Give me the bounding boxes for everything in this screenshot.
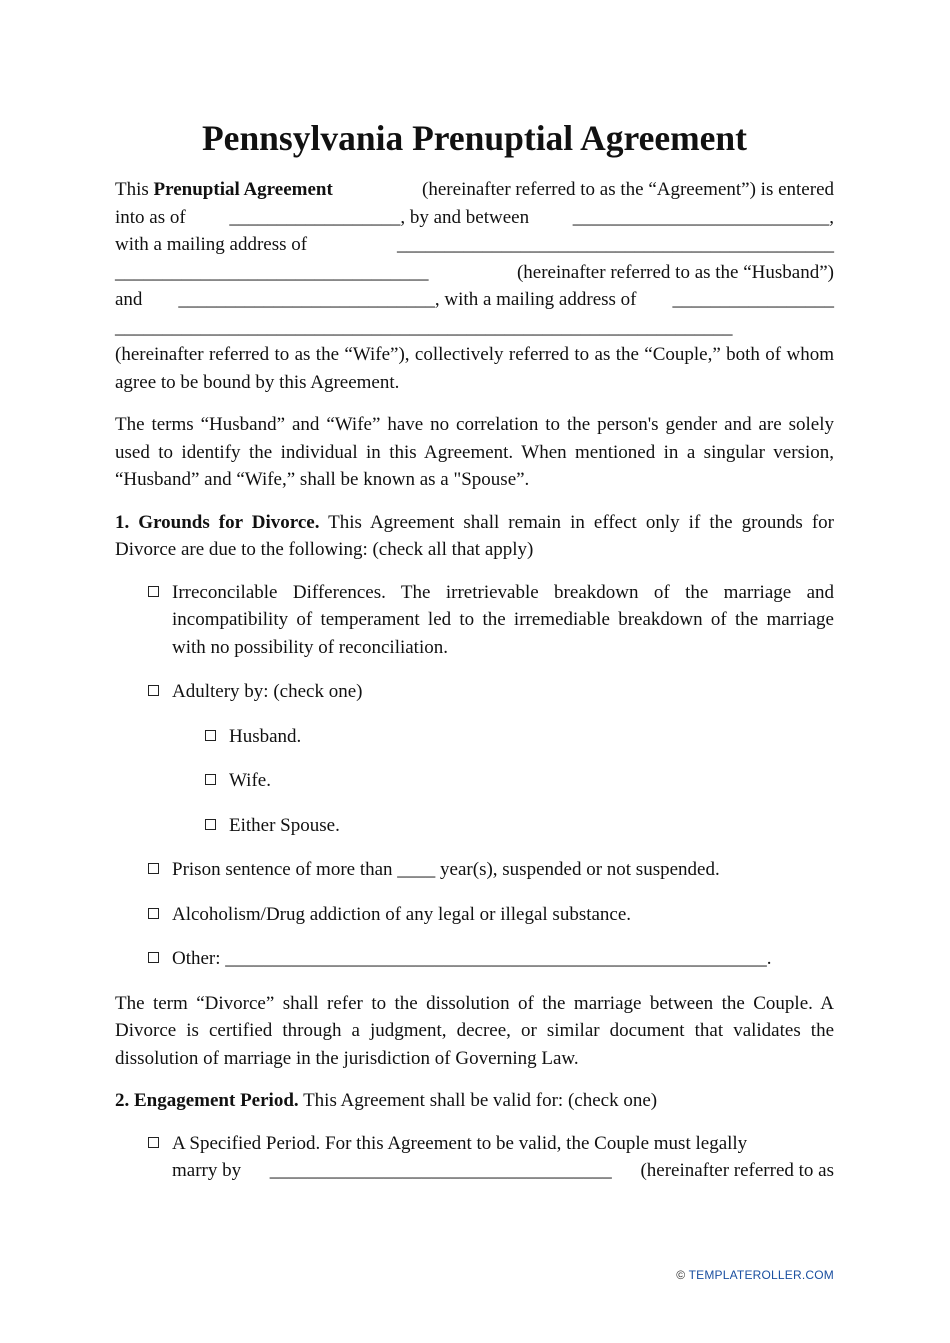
option-adultery-husband: Husband.: [115, 723, 834, 751]
date-blank: __________________, by and between: [229, 206, 530, 228]
section-2-heading: 2. Engagement Period.: [115, 1090, 299, 1111]
intro-line-1: This Prenuptial Agreement (hereinafter referred to as the “Agreement”) is entered: [115, 179, 834, 200]
intro-line-3: with a mailing address of ______________________________________________: [115, 231, 834, 259]
husband-address-blank: ______________________________________________: [397, 234, 834, 255]
option-adultery-either: Either Spouse.: [115, 812, 834, 840]
option-adultery-wife: Wife.: [115, 767, 834, 795]
document-title: Pennsylvania Prenuptial Agreement: [202, 118, 747, 158]
husband-name-blank: ___________________________,: [572, 206, 834, 228]
option-specified-period: A Specified Period. For this Agreement to be valid, the Couple must legally marry by ____________________________________ (hereinafter referred to as: [115, 1130, 834, 1185]
agreement-body: [115, 118, 834, 1202]
agreement-name: Prenuptial Agreement: [153, 179, 333, 200]
terms-paragraph: The terms “Husband” and “Wife” have no correlation to the person's gender and are solely used to identify the individual in this Agreement. When mentioned in a singular version, “Husband” and “Wife,” shall be known as a "Spouse”.: [115, 414, 834, 490]
checkbox-specified-period[interactable]: [148, 1137, 159, 1148]
checkbox-either-spouse[interactable]: [205, 819, 216, 830]
copyright-icon: ©: [676, 1268, 686, 1282]
intro-line-5: and ___________________________, with a mailing address of _________________: [115, 286, 834, 314]
option-prison: Prison sentence of more than ____ year(s), suspended or not suspended.: [115, 856, 834, 884]
divorce-paragraph: The term “Divorce” shall refer to the dissolution of the marriage between the Couple. A Divorce is certified through a judgment, decree, or similar document that validates the dissolution of marriage in the jurisdiction of Governing Law.: [115, 992, 834, 1069]
checkbox-prison[interactable]: [148, 863, 159, 874]
checkbox-adultery[interactable]: [148, 685, 159, 696]
husband-address-blank-2: _________________________________: [115, 261, 429, 283]
intro-line-4: _________________________________ (hereinafter referred to as the “Husband”): [115, 259, 834, 287]
wife-address-blank: _________________: [672, 289, 834, 310]
checkbox-alcohol[interactable]: [148, 908, 159, 919]
section-1: 1. Grounds for Divorce. This Agreement shall remain in effect only if the grounds for Divorce are due to the following: (check all that apply): [115, 511, 834, 560]
checkbox-irreconcilable[interactable]: [148, 586, 159, 597]
option-irreconcilable: Irreconcilable Differences. The irretrievable breakdown of the marriage and incompatibility of temperament led to the irremediable breakdown of the marriage with no possibility of reconciliation.: [115, 579, 834, 662]
checkbox-wife[interactable]: [205, 774, 216, 785]
intro-paragraph: [115, 176, 834, 396]
option-adultery: Adultery by: (check one): [115, 678, 834, 706]
intro-line-6: [115, 314, 834, 342]
checkbox-other[interactable]: [148, 952, 159, 963]
option-other: Other: _________________________________________________________.: [115, 945, 834, 973]
section-2: 2. Engagement Period. This Agreement shall be valid for: (check one): [115, 1090, 658, 1111]
footer-brand: [676, 1268, 834, 1282]
intro-line-2: into as of __________________, by and between ___________________________,: [115, 204, 834, 232]
option-alcohol: Alcoholism/Drug addiction of any legal or illegal substance.: [115, 901, 834, 929]
wife-name-blank: ___________________________, with a mailing address of: [178, 289, 637, 310]
marry-by-date-blank: ____________________________________: [269, 1160, 612, 1181]
section-1-heading: 1. Grounds for Divorce.: [115, 511, 320, 533]
footer-link[interactable]: TEMPLATEROLLER.COM: [688, 1268, 834, 1282]
wife-address-blank-2: _________________________________________________________________: [115, 316, 733, 338]
intro-rest: (hereinafter referred to as the “Wife”), collectively referred to as the “Couple,” both of whom agree to be bound by this Agreement.: [115, 344, 834, 393]
checkbox-husband[interactable]: [205, 730, 216, 741]
